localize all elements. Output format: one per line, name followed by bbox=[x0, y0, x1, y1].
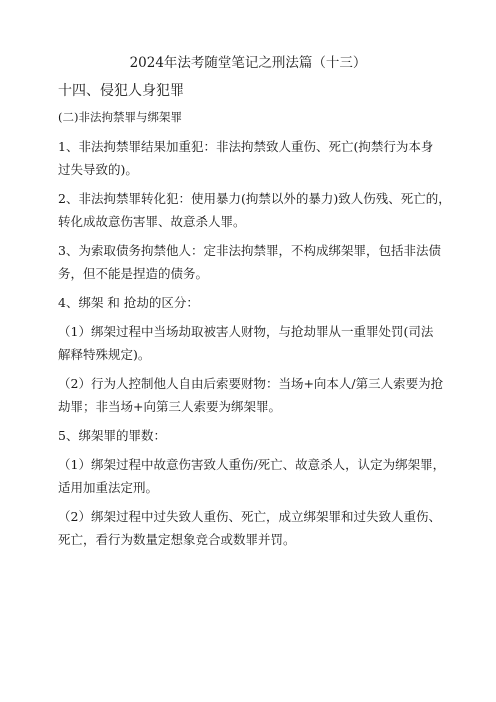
paragraph bbox=[58, 376, 448, 415]
paragraph-line: 死亡，看行为数量定想象竞合或数罪并罚。 bbox=[58, 532, 296, 547]
paragraph bbox=[58, 428, 448, 444]
paragraph-line: 解释特殊规定)。 bbox=[58, 347, 151, 362]
paragraph-line: 适用加重法定刑。 bbox=[58, 480, 159, 495]
paragraph-line: （2）行为人控制他人自由后索要财物：当场+向本人/第三人索要为抢 bbox=[58, 376, 444, 391]
paragraph-line: 5、绑架罪的罪数： bbox=[58, 428, 166, 443]
section-heading: 十四、侵犯人身犯罪 bbox=[58, 83, 184, 99]
paragraph bbox=[58, 457, 448, 496]
paragraph bbox=[58, 243, 448, 282]
paragraph-line: 4、绑架 和 抢劫的区分： bbox=[58, 295, 199, 310]
paragraph-line: （2）绑架过程中过失致人重伤、死亡，成立绑架罪和过失致人重伤、 bbox=[58, 509, 441, 524]
paragraph-line: 转化成故意伤害罪、故意杀人罪。 bbox=[58, 214, 246, 229]
paragraph-line: 3、为索取债务拘禁他人：定非法拘禁罪，不构成绑架罪，包括非法债 bbox=[58, 243, 441, 258]
document-title: 2024年法考随堂笔记之刑法篇（十三） bbox=[129, 55, 367, 71]
paragraph-line: （1）绑架过程中故意伤害致人重伤/死亡、故意杀人，认定为绑架罪， bbox=[58, 457, 446, 472]
paragraph bbox=[58, 295, 448, 311]
paragraph-line: 务，但不能是捏造的债务。 bbox=[58, 266, 209, 281]
paragraph bbox=[58, 191, 451, 230]
paragraph bbox=[58, 324, 448, 363]
sub-heading: (二)非法拘禁罪与绑架罪 bbox=[58, 110, 182, 124]
paragraph-line: 过失导致的)。 bbox=[58, 162, 138, 177]
paragraph bbox=[58, 509, 448, 548]
paragraph-line: 劫罪；非当场+向第三人索要为绑架罪。 bbox=[58, 399, 281, 414]
paragraph-line: 2、非法拘禁罪转化犯：使用暴力(拘禁以外的暴力)致人伤残、死亡的， bbox=[58, 191, 451, 206]
paragraph bbox=[58, 139, 448, 178]
paragraph-line: 1、非法拘禁罪结果加重犯：非法拘禁致人重伤、死亡(拘禁行为本身 bbox=[58, 139, 434, 154]
document-body bbox=[58, 82, 451, 561]
paragraph-line: （1）绑架过程中当场劫取被害人财物，与抢劫罪从一重罪处罚(司法 bbox=[58, 324, 434, 339]
